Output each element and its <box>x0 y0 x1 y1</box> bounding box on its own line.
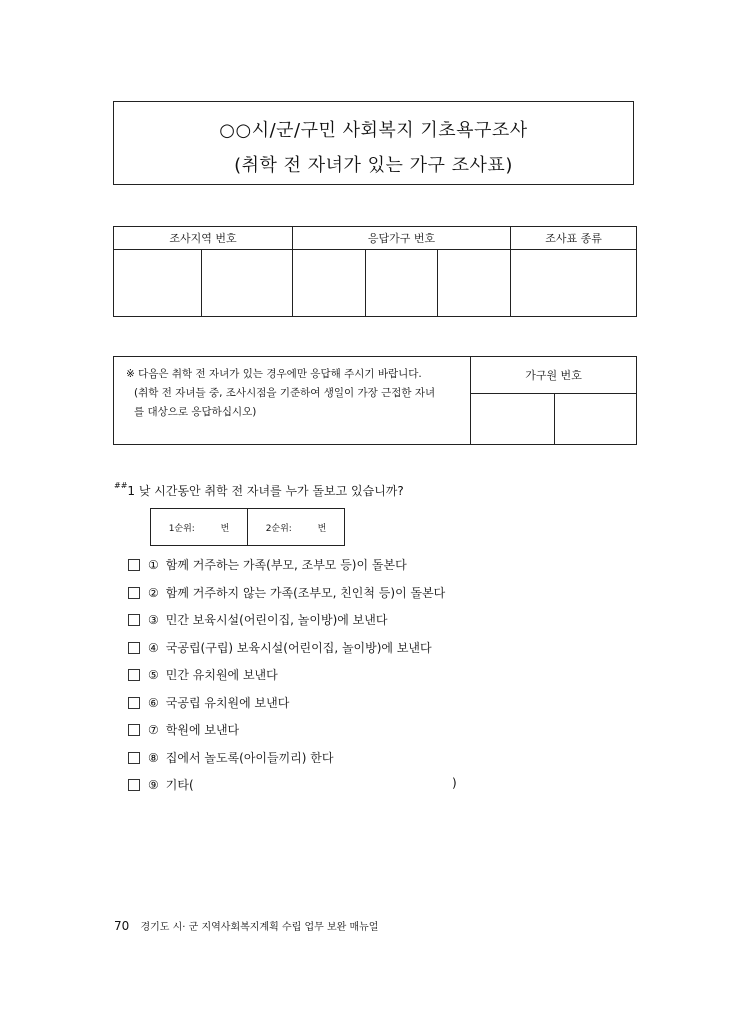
rank-answer-table <box>150 508 345 546</box>
checkbox-5[interactable] <box>128 669 140 681</box>
question-marker: ## <box>114 481 128 490</box>
id-number-table <box>113 226 637 317</box>
page-number: 70 <box>114 919 130 933</box>
rank1-label: 1순위: <box>168 523 195 534</box>
household-member-number-header: 가구원 번호 <box>471 357 637 394</box>
notice-line-2: (취학 전 자녀들 중, 조사시점을 기준하여 생일이 가장 근접한 자녀 <box>134 387 436 399</box>
option-4-number: ④ <box>148 640 159 655</box>
option-9[interactable] <box>128 776 194 793</box>
checkbox-2[interactable] <box>128 587 140 599</box>
household-number-cell-3[interactable] <box>438 250 511 317</box>
option-1-number: ① <box>148 557 159 572</box>
option-6-number: ⑥ <box>148 695 159 710</box>
rank2-unit: 번 <box>317 523 327 534</box>
option-4[interactable] <box>128 639 432 656</box>
household-number-cell-2[interactable] <box>366 250 438 317</box>
footer-text: 경기도 시· 군 지역사회복지계획 수립 업무 보완 매뉴얼 <box>140 922 379 933</box>
rank2-cell[interactable] <box>248 509 345 546</box>
option-5-number: ⑤ <box>148 667 159 682</box>
checkbox-9[interactable] <box>128 779 140 791</box>
rank1-unit: 번 <box>220 523 230 534</box>
rank1-cell[interactable] <box>151 509 248 546</box>
option-9-number: ⑨ <box>148 777 159 792</box>
checkbox-3[interactable] <box>128 614 140 626</box>
checkbox-6[interactable] <box>128 697 140 709</box>
checkbox-4[interactable] <box>128 642 140 654</box>
survey-title-box <box>113 101 634 185</box>
option-9-close-paren: ) <box>452 776 457 790</box>
region-number-header: 조사지역 번호 <box>114 227 293 250</box>
option-3[interactable] <box>128 611 387 628</box>
survey-title: ○○시/군/구민 사회복지 기초욕구조사 <box>219 120 528 141</box>
option-9-text: 기타( <box>165 778 194 792</box>
checkbox-1[interactable] <box>128 559 140 571</box>
page-footer <box>114 918 378 933</box>
notice-table <box>113 356 637 445</box>
option-7-number: ⑦ <box>148 722 159 737</box>
option-6-text: 국공립 유치원에 보낸다 <box>165 696 290 710</box>
question-text: 1 낮 시간동안 취학 전 자녀를 누가 돌보고 있습니까? <box>127 484 404 498</box>
option-2-text: 함께 거주하지 않는 가족(조부모, 친인척 등)이 돌본다 <box>165 586 446 600</box>
option-6[interactable] <box>128 694 289 711</box>
checkbox-7[interactable] <box>128 724 140 736</box>
option-8-number: ⑧ <box>148 750 159 765</box>
region-number-cell-1[interactable] <box>114 250 202 317</box>
option-5[interactable] <box>128 666 278 683</box>
survey-type-header: 조사표 종류 <box>511 227 637 250</box>
household-number-header: 응답가구 번호 <box>293 227 511 250</box>
option-8-text: 집에서 놀도록(아이들끼리) 한다 <box>165 751 334 765</box>
option-1[interactable] <box>128 556 407 573</box>
household-number-cell-1[interactable] <box>293 250 366 317</box>
notice-line-3: 를 대상으로 응답하십시오) <box>134 406 257 418</box>
option-8[interactable] <box>128 749 333 766</box>
option-7-text: 학원에 보낸다 <box>165 723 240 737</box>
region-number-cell-2[interactable] <box>202 250 293 317</box>
option-2-number: ② <box>148 585 159 600</box>
household-member-number-cell-1[interactable] <box>471 394 555 445</box>
option-4-text: 국공립(구립) 보육시설(어린이집, 놀이방)에 보낸다 <box>165 641 432 655</box>
question-title <box>114 482 404 499</box>
survey-type-cell[interactable] <box>511 250 637 317</box>
option-3-number: ③ <box>148 612 159 627</box>
option-2[interactable] <box>128 584 445 601</box>
notice-message <box>114 357 471 445</box>
option-1-text: 함께 거주하는 가족(부모, 조부모 등)이 돌본다 <box>165 558 407 572</box>
option-3-text: 민간 보육시설(어린이집, 놀이방)에 보낸다 <box>165 613 388 627</box>
checkbox-8[interactable] <box>128 752 140 764</box>
option-7[interactable] <box>128 721 239 738</box>
household-member-number-cell-2[interactable] <box>555 394 637 445</box>
notice-line-1: ※ 다음은 취학 전 자녀가 있는 경우에만 응답해 주시기 바랍니다. <box>126 368 422 380</box>
survey-subtitle: (취학 전 자녀가 있는 가구 조사표) <box>234 155 513 176</box>
option-5-text: 민간 유치원에 보낸다 <box>165 668 278 682</box>
rank2-label: 2순위: <box>265 523 292 534</box>
